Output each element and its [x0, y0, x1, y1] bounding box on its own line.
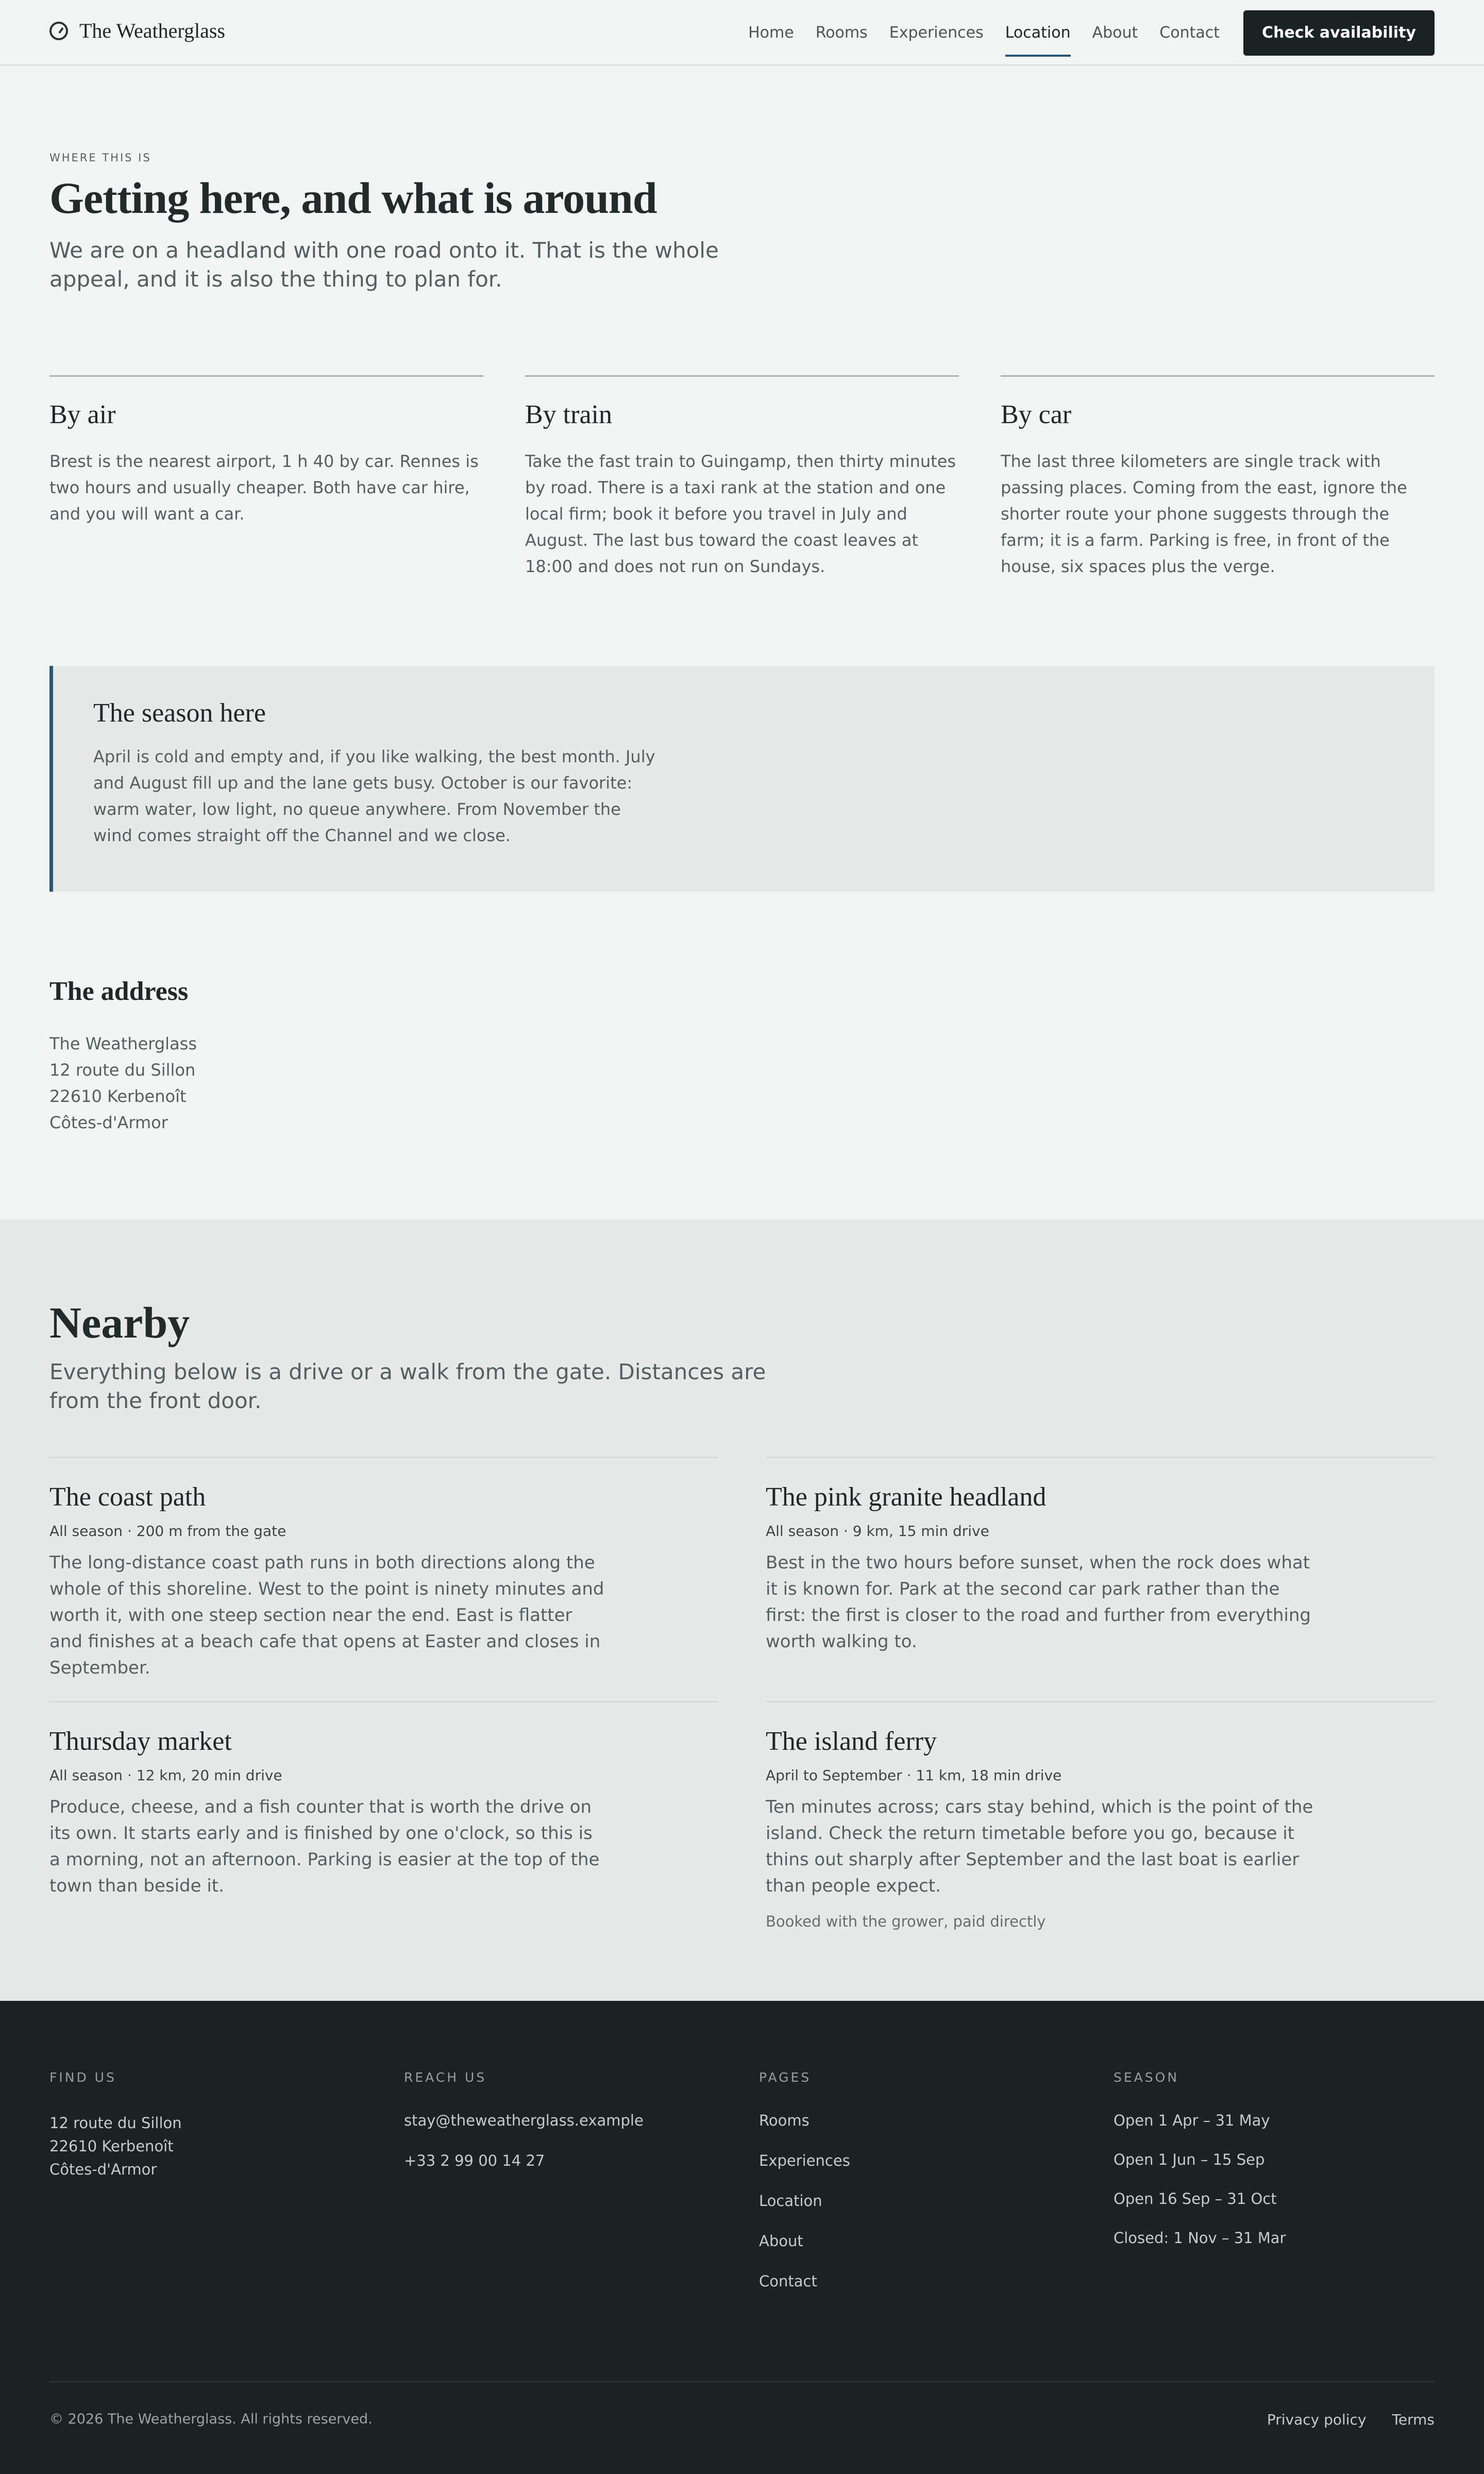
hero-eyebrow: WHERE THIS IS — [49, 152, 151, 164]
brand-link[interactable] — [49, 19, 225, 43]
nearby-title: Nearby — [49, 1298, 190, 1347]
footer-email-link[interactable]: stay@theweatherglass.example — [404, 2112, 644, 2129]
footer-season — [1114, 2070, 1286, 2269]
nearby-card-island-ferry — [766, 1701, 1435, 1930]
site-footer — [0, 2001, 1484, 2474]
card-meta: All season · 12 km, 20 min drive — [49, 1767, 282, 1784]
travel-air — [49, 375, 483, 527]
barometer-icon — [49, 22, 68, 40]
nearby-card-coast-path — [49, 1457, 718, 1681]
nav-about[interactable]: About — [1092, 24, 1138, 42]
footer-season-line: Open 1 Apr – 31 May — [1114, 2112, 1270, 2129]
nearby-card-granite-headland — [766, 1457, 1435, 1655]
travel-title: By train — [525, 400, 612, 429]
card-body: Ten minutes across; cars stay behind, which is the point of the island. Check the return timetable before you go, because it thins out sharply after September and the last boat is earlier than people expect. — [766, 1797, 1313, 1896]
site-header — [0, 0, 1484, 66]
footer-heading: REACH US — [404, 2070, 487, 2085]
footer-find-us — [49, 2070, 182, 2181]
check-availability-button[interactable]: Check availability — [1243, 10, 1435, 56]
footer-address-line: Côtes-d'Armor — [49, 2161, 157, 2178]
terms-link[interactable]: Terms — [1392, 2411, 1435, 2428]
footer-season-line: Closed: 1 Nov – 31 Mar — [1114, 2229, 1286, 2247]
card-meta: All season · 200 m from the gate — [49, 1523, 286, 1540]
nav-contact[interactable]: Contact — [1159, 24, 1220, 42]
footer-season-line: Open 1 Jun – 15 Sep — [1114, 2151, 1265, 2168]
page-title: Getting here, and what is around — [49, 173, 657, 223]
nav-experiences[interactable]: Experiences — [889, 24, 984, 42]
card-note: Booked with the grower, paid directly — [766, 1913, 1046, 1930]
nearby-card-thursday-market — [49, 1701, 718, 1899]
card-body: The long-distance coast path runs in both directions along the whole of this shoreline. West to the point is ninety minutes and worth it, with one steep section near the end. East is flatter and finishes at a beach cafe that opens at Easter and closes in September. — [49, 1552, 604, 1678]
travel-title: By car — [1001, 400, 1072, 429]
footer-heading: PAGES — [759, 2070, 812, 2085]
footer-divider — [49, 2381, 1435, 2382]
travel-train — [525, 375, 959, 580]
footer-link-rooms[interactable]: Rooms — [759, 2112, 810, 2129]
card-meta: All season · 9 km, 15 min drive — [766, 1523, 989, 1540]
footer-link-location[interactable]: Location — [759, 2192, 822, 2210]
nav-location[interactable]: Location — [1005, 9, 1071, 57]
nearby-section — [0, 1219, 1484, 2001]
footer-heading: FIND US — [49, 2070, 116, 2085]
footer-reach-us — [404, 2070, 644, 2192]
travel-title: By air — [49, 400, 116, 429]
season-body: April is cold and empty and, if you like walking, the best month. July and August fill up and the lane gets busy. October is our favorite: warm water, low light, no queue anywhere. From November the wind comes straight off the Channel and we close. — [93, 747, 655, 845]
travel-body: The last three kilometers are single track with passing places. Coming from the east, ignore the shorter route your phone suggests through the farm; it is a farm. Parking is free, in front of the house, six spaces plus the verge. — [1001, 452, 1407, 576]
nav-home[interactable]: Home — [748, 24, 794, 42]
card-body: Best in the two hours before sunset, when the rock does what it is known for. Park at the second car park rather than the first: the first is closer to the road and further from everything worth walking to. — [766, 1552, 1311, 1652]
season-title: The season here — [93, 698, 266, 728]
season-callout — [49, 666, 1435, 892]
legal-links — [1267, 2411, 1435, 2428]
card-body: Produce, cheese, and a fish counter that is worth the drive on its own. It starts early and is finished by one o'clock, so this is a morning, not an afternoon. Parking is easier at the top of the town than beside it. — [49, 1797, 600, 1896]
address-line: 22610 Kerbenoît — [49, 1086, 187, 1106]
card-title: The island ferry — [766, 1727, 937, 1756]
card-title: The pink granite headland — [766, 1482, 1047, 1512]
address-block — [49, 1031, 197, 1136]
travel-car — [1001, 375, 1435, 580]
nearby-lede: Everything below is a drive or a walk from the gate. Distances are from the front door. — [49, 1359, 766, 1413]
footer-link-contact[interactable]: Contact — [759, 2272, 817, 2290]
footer-season-line: Open 16 Sep – 31 Oct — [1114, 2190, 1277, 2208]
hero-lede: We are on a headland with one road onto it. That is the whole appeal, and it is also the thing to plan for. — [49, 238, 719, 292]
address-title: The address — [49, 977, 189, 1006]
footer-heading: SEASON — [1114, 2070, 1179, 2085]
card-title: The coast path — [49, 1482, 206, 1512]
card-meta: April to September · 11 km, 18 min drive — [766, 1767, 1062, 1784]
footer-phone-link[interactable]: +33 2 99 00 14 27 — [404, 2152, 545, 2169]
travel-body: Take the fast train to Guingamp, then thirty minutes by road. There is a taxi rank at the station and one local firm; book it before you travel in July and August. The last bus toward the coast leaves at 18:00 and does not run on Sundays. — [525, 452, 956, 576]
travel-body: Brest is the nearest airport, 1 h 40 by car. Rennes is two hours and usually cheaper. Both have car hire, and you will want a car. — [49, 452, 479, 524]
footer-link-experiences[interactable]: Experiences — [759, 2152, 850, 2169]
copyright: © 2026 The Weatherglass. All rights reserved. — [49, 2411, 373, 2427]
card-title: Thursday market — [49, 1727, 232, 1756]
address-line: 12 route du Sillon — [49, 1060, 196, 1080]
nav-rooms[interactable]: Rooms — [815, 24, 868, 42]
footer-address-line: 22610 Kerbenoît — [49, 2137, 174, 2155]
main-nav — [727, 9, 1435, 57]
address-line: The Weatherglass — [49, 1034, 197, 1054]
privacy-policy-link[interactable]: Privacy policy — [1267, 2411, 1367, 2428]
footer-pages — [759, 2070, 850, 2313]
footer-address-line: 12 route du Sillon — [49, 2114, 182, 2132]
footer-link-about[interactable]: About — [759, 2232, 803, 2250]
address-line: Côtes-d'Armor — [49, 1113, 168, 1132]
brand-name: The Weatherglass — [79, 19, 225, 42]
